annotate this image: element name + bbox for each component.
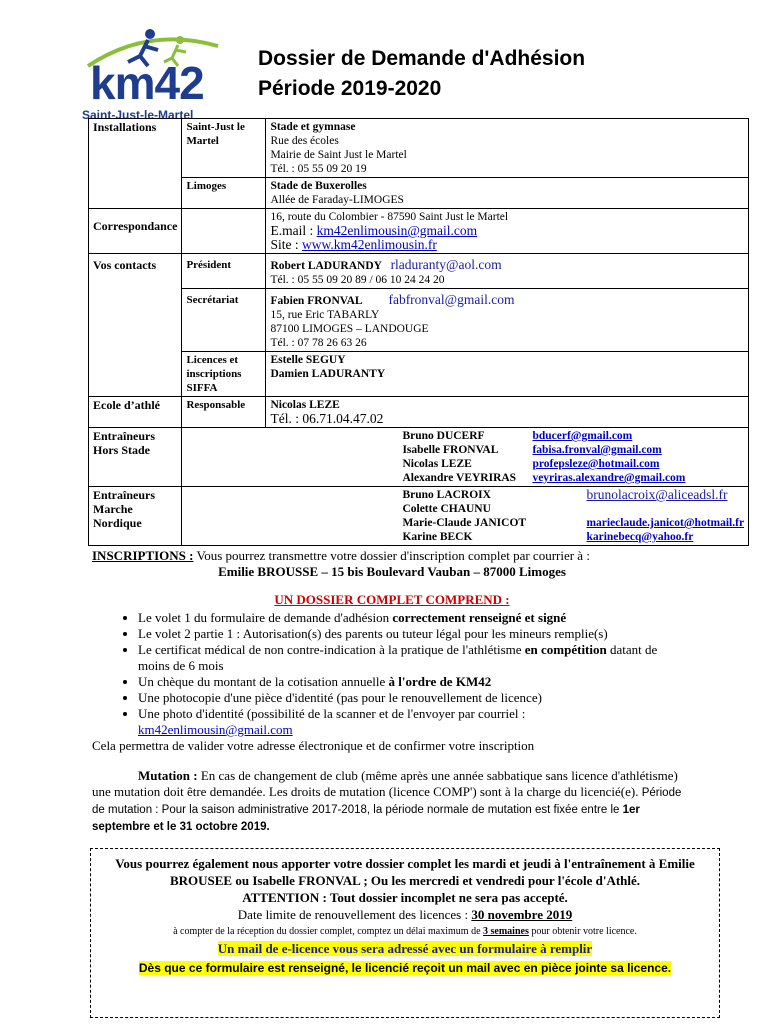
pres-cell [266,254,749,289]
email-label: E.mail : [270,223,317,238]
title-line-2: Période 2019-2020 [258,77,442,100]
ecole-label: Ecole d’athlé [89,397,182,428]
notice-deadline: Date limite de renouvellement des licences : 30 novembre 2019 [237,907,573,922]
table-row [89,209,749,254]
table-row [89,397,749,428]
coach-mail[interactable]: profepsleze@hotmail.com [532,458,660,470]
corr-addr: 16, route du Colombier - 87590 Saint Just le Martel [270,211,509,223]
notice-delay: à compter de la réception du dossier complet, comptez un délai maximum de 3 semaines pour obtenir votre licence. [173,926,637,937]
secr-label: Secrétariat [182,289,266,352]
insc-address: Emilie BROUSSE – 15 bis Boulevard Vauban – 87000 Limoges [218,564,566,579]
pres-tel: Tél. : 05 55 09 20 89 / 06 10 24 24 20 [270,274,445,286]
contacts-label: Vos contacts [89,254,182,397]
coach-name: Karine BECK [402,531,473,543]
logo-subtitle: Saint-Just-le-Martel [82,108,194,122]
stade-tel: Tél. : 05 55 09 20 19 [270,163,367,175]
page-title [258,44,585,104]
lic-label: Licences et inscriptions SIFFA [182,352,266,397]
list-item: • Une photo d'identité (possibilité de la scanner et de l'envoyer par courriel : km42enlimousin@gmail.com [138,706,692,738]
stade-name: Stade et gymnase [270,121,356,133]
sjlm-label: Saint-Just le Martel [182,119,266,178]
stade-line: Rue des écoles [270,135,339,147]
coach-name: Bruno DUCERF [402,430,485,442]
list-item [402,429,744,443]
email-link[interactable]: km42enlimousin@gmail.com [316,223,478,238]
ecole-name: Nicolas LEZE [270,399,340,411]
bux-name: Stade de Buxerolles [270,180,367,192]
table-row [89,289,749,352]
bux-cell [266,178,749,209]
list-item: • Une photocopie d'une pièce d'identité (pas pour le renouvellement de licence) [138,690,692,706]
list-item [402,502,744,516]
secr-name: Fabien FRONVAL [270,295,363,307]
table-row [89,487,749,546]
stade-line: Mairie de Saint Just le Martel [270,149,407,161]
table-row [89,119,749,178]
secr-addr: 87100 LIMOGES – LANDOUGE [270,323,429,335]
list-item [402,443,744,457]
mn-cell [182,487,749,546]
site-label: Site : [270,237,302,252]
lic-name: Estelle SEGUY [270,354,346,366]
secr-addr: 15, rue Eric TABARLY [270,309,380,321]
list-item [402,516,744,530]
coach-name: Colette CHAUNU [402,503,491,515]
email-link[interactable]: km42enlimousin@gmail.com [138,722,293,737]
insc-text: Vous pourrez transmettre votre dossier d'inscription complet par courrier à : [193,548,590,563]
coach-name: Nicolas LEZE [402,458,472,470]
requirements-list [92,610,692,738]
bux-addr: Allée de Faraday-LIMOGES [270,194,404,206]
resp-label: Responsable [182,397,266,428]
limoges-label: Limoges [182,178,266,209]
pres-name: Robert LADURANDY [270,260,382,272]
coach-name: Alexandre VEYRIRAS [402,472,517,484]
corr-email [270,224,744,238]
mutation-text: Mutation : En cas de changement de club (même après une année sabbatique sans licence d'athlétisme) une mutation doit être demandée. Les droits de mutation (licence COMP') sont à la charge du licencié(e). Période de mutation : Pour la saison administrative 2017-2018, la période normale de mutation est fixée entre le 1er septembre et le 31 octobre 2019. [92,768,682,833]
site-link[interactable]: www.km42enlimousin.fr [301,237,437,252]
inscriptions-section [92,548,692,835]
coach-mail[interactable]: veyriras.alexandre@gmail.com [532,472,686,484]
notice-mail: Un mail de e-licence vous sera adressé avec un formulaire à remplir [217,941,593,956]
list-item [402,530,744,544]
ecole-tel: Tél. : 06.71.04.47.02 [270,411,384,426]
table-row [89,254,749,289]
list-item [402,488,744,502]
lic-name: Damien LADURANTY [270,368,386,380]
secr-mail[interactable]: fabfronval@gmail.com [388,292,515,307]
list-item: • Un chèque du montant de la cotisation annuelle à l'ordre de KM42 [138,674,692,690]
list-item: • Le volet 1 du formulaire de demande d'adhésion correctement renseigné et signé [138,610,692,626]
notice-licence: Dès que ce formulaire est renseigné, le licencié reçoit un mail avec en pièce jointe sa licence. [138,961,672,975]
ent-label: Entraîneurs Hors Stade [89,428,182,487]
lic-cell [266,352,749,397]
insc-label: INSCRIPTIONS : [92,548,194,563]
coach-mail[interactable]: karinebecq@yahoo.fr [586,531,694,543]
info-table [88,118,749,546]
ecole-cell [266,397,749,428]
notice-line: Vous pourrez également nous apporter votre dossier complet les mardi et jeudi à l'entraînement à Emilie BROUSEE ou Isabelle FRONVAL ; Ou les mercredi et vendredi pour l'école d'Athlé. [115,856,695,888]
secr-cell [266,289,749,352]
mn-label: Entraîneurs Marche Nordique [89,487,182,546]
coach-mail[interactable]: bducerf@gmail.com [532,430,633,442]
corr-label: Correspondance [89,209,182,254]
coach-mail[interactable]: marieclaude.janicot@hotmail.fr [586,517,745,529]
coach-mail[interactable]: brunolacroix@aliceadsl.fr [586,487,728,502]
stade-cell [266,119,749,178]
empty-cell [182,209,266,254]
notice-attention: ATTENTION : Tout dossier incomplet ne sera pas accepté. [242,890,568,905]
ent-cell [182,428,749,487]
table-row [89,428,749,487]
coach-name: Marie-Claude JANICOT [402,517,527,529]
logo-text: km42 [90,57,204,109]
list-item [402,471,744,485]
coach-mail[interactable]: fabisa.fronval@gmail.com [532,444,662,456]
coach-name: Isabelle FRONVAL [402,444,499,456]
pres-label: Président [182,254,266,289]
table-row [89,352,749,397]
secr-tel: Tél. : 07 78 26 63 26 [270,337,367,349]
after-text: Cela permettra de valider votre adresse électronique et de confirmer votre inscription [92,738,535,753]
list-item: • Le certificat médical de non contre-indication à la pratique de l'athlétisme en compétition datant de moins de 6 mois [138,642,692,674]
corr-site [270,238,744,252]
corr-cell [266,209,749,254]
title-line-1: Dossier de Demande d'Adhésion [258,47,586,70]
notice-box [90,848,720,1018]
dossier-heading: UN DOSSIER COMPLET COMPREND : [274,592,510,607]
list-item [402,457,744,471]
insc-line [92,548,692,564]
list-item: • Le volet 2 partie 1 : Autorisation(s) des parents ou tuteur légal pour les mineurs remplie(s) [138,626,692,642]
pres-mail[interactable]: rladuranty@aol.com [390,257,502,272]
coach-name: Bruno LACROIX [402,489,491,501]
installations-label: Installations [89,119,182,209]
table-row [89,178,749,209]
